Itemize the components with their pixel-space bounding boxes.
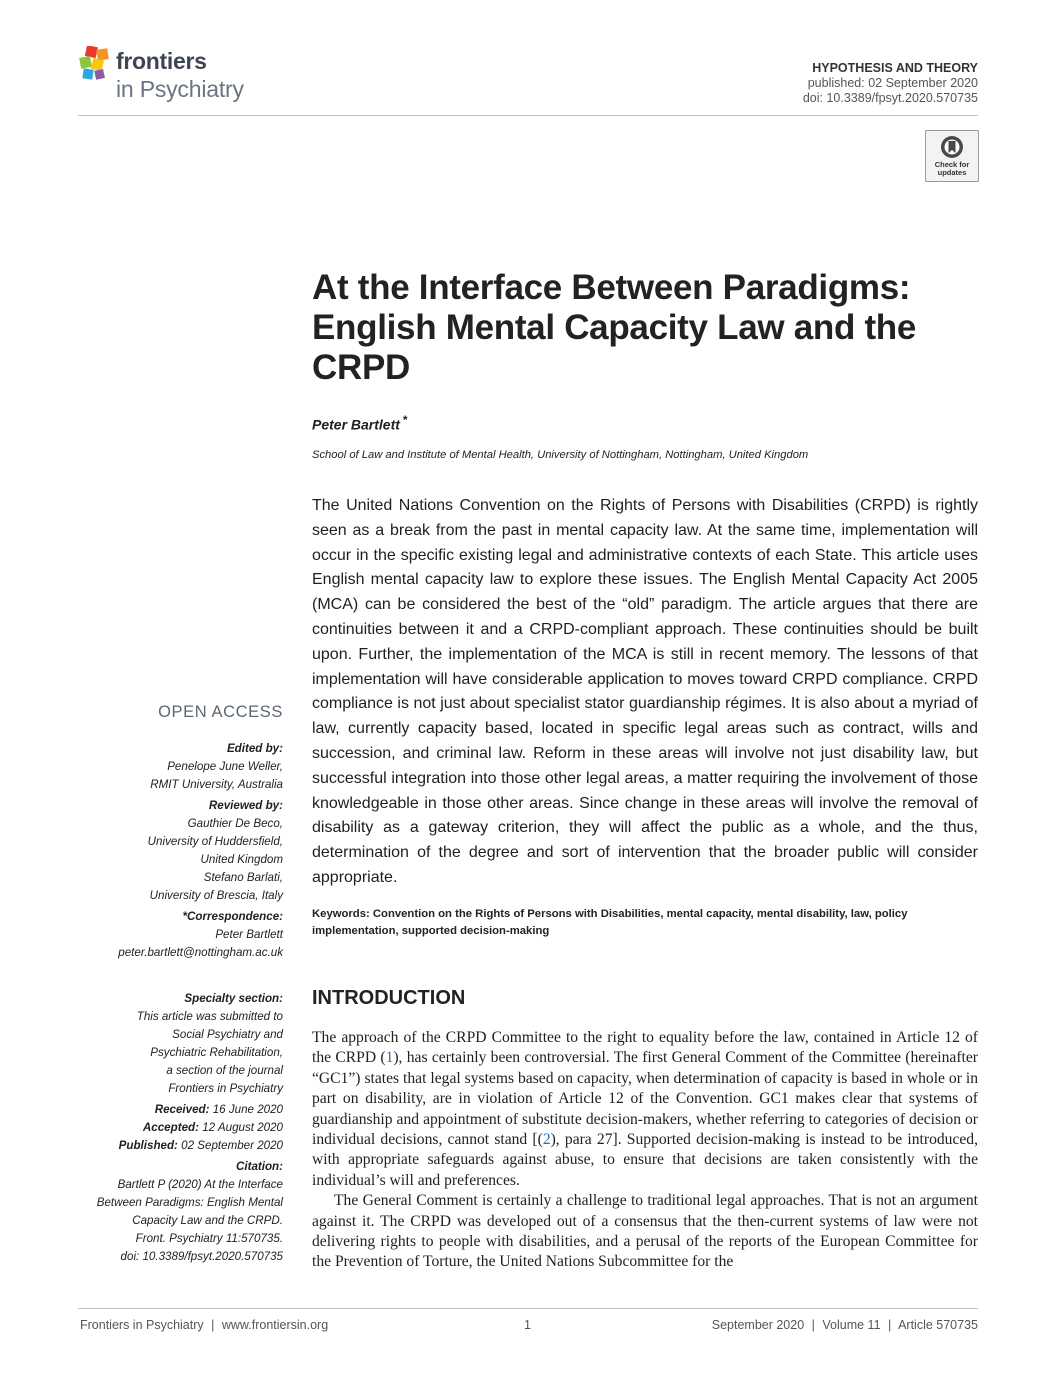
author-name[interactable]: Peter Bartlett [312, 416, 400, 433]
keywords: Keywords: Convention on the Rights of Persons with Disabilities, mental capacity, mental disability, law, policy implementation, supported decision-making [312, 908, 908, 937]
sidebar-editorial [80, 740, 283, 962]
paragraph: The General Comment is certainly a challenge to traditional legal approaches. That is not an argument against it. The CRPD was developed out of a consensus that the then-current systems of law were not delivering rights to people with disabilities, and a perusal of the reports of the European Committee for the Prevention of Torture, the United Nations Subcommittee for the [312, 1192, 978, 1271]
abstract: The United Nations Convention on the Rights of Persons with Disabilities (CRPD) is rightly seen as a break from the past in mental capacity law. At the same time, implementation will occur in the specific existing legal and administrative contexts of each State. This article uses English mental capacity law to explore these issues. The English Mental Capacity Act 2005 (MCA) can be considered the best of the “old” paradigm. The article argues that there are continuities between it and a CRPD-compliant approach. These continuities should be built upon. Further, the implementation of the MCA is still in recent memory. The lessons of that implementation will have considerable application to moves toward CRPD compliance. CRPD compliance is not just about specialist stator guardianship régimes. It is also about a myriad of law, currently capacity based, located in specific legal areas such as contract, wills and succession, and criminal law. Reform in these areas will involve not just disability law, but successful integration into those other legal areas, a matter requiring the involvement of those knowledgeable in those other areas. Since change in these areas will involve the removal of disability as a gateway criterion, they will affect the public as a whole, and the thus, determination of the degree and sort of intervention that the broader public will consider appropriate. [312, 497, 978, 886]
reviewer-name[interactable]: Stefano Barlati, [203, 871, 283, 884]
check-for-updates-text [926, 161, 978, 177]
footer-separator: | [888, 1318, 892, 1332]
reviewer-name[interactable]: Gauthier De Beco, [187, 817, 283, 830]
citation-line: Front. Psychiatry 11:570735. [135, 1232, 283, 1245]
logo-text-frontiers: frontiers [116, 48, 207, 74]
citation-doi[interactable]: doi: 10.3389/fpsyt.2020.570735 [120, 1250, 283, 1263]
published-date-sidebar: 02 September 2020 [181, 1139, 283, 1152]
specialty-section-label: Specialty section: [184, 992, 283, 1005]
check-for-updates-badge[interactable] [925, 130, 979, 182]
editor-name[interactable]: Penelope June Weller, [167, 760, 283, 773]
footer-separator: | [211, 1318, 215, 1332]
footer-journal [80, 1318, 328, 1332]
reviewer-affiliation: University of Huddersfield, [147, 835, 283, 848]
footer-journal-name: Frontiers in Psychiatry [80, 1318, 204, 1332]
footer-volume: Volume 11 [822, 1318, 881, 1332]
edited-by-label: Edited by: [226, 742, 283, 755]
published-date: published: 02 September 2020 [807, 76, 978, 90]
sidebar-article-info [80, 990, 283, 1266]
logo-text-journal: in Psychiatry [116, 76, 244, 102]
citation-label: Citation: [235, 1160, 283, 1173]
article-doi[interactable]: doi: 10.3389/fpsyt.2020.570735 [802, 91, 978, 105]
correspondence-label: *Correspondence: [182, 910, 283, 923]
published-line [80, 1137, 283, 1155]
section-heading-introduction: INTRODUCTION [312, 987, 466, 1009]
footer-website-link[interactable]: www.frontiersin.org [221, 1318, 329, 1332]
header-divider [78, 115, 978, 116]
reviewer-affiliation: United Kingdom [200, 853, 283, 866]
received-line [80, 1101, 283, 1119]
footer-date: September 2020 [711, 1318, 805, 1332]
correspondence-email[interactable]: peter.bartlett@nottingham.ac.uk [118, 946, 283, 959]
reference-link[interactable]: 2 [542, 1131, 551, 1149]
accepted-label: Accepted: [142, 1121, 199, 1134]
article-type: HYPOTHESIS AND THEORY [812, 61, 978, 75]
open-access-label: OPEN ACCESS [158, 703, 283, 721]
accepted-line [80, 1119, 283, 1137]
check-updates-line1: Check for [934, 160, 970, 169]
specialty-line: a section of the journal [166, 1064, 283, 1077]
received-label: Received: [154, 1103, 210, 1116]
specialty-line: Frontiers in Psychiatry [168, 1082, 283, 1095]
journal-logo[interactable] [78, 44, 278, 114]
article-meta-header [803, 61, 978, 106]
citation-line: Between Paradigms: English Mental [96, 1196, 283, 1209]
text-run: ), has certainly been controversial. The first General Comment of the Committee (hereinafter “GC1”) states that legal systems based on capacity, when determination of capacity is based in whole or in part on disability, are in violation of Article 12 of the Convention. GC1 makes clear that systems of guardianship and appointment of substitute decision-makers, whether referring to categories of decision or individual decisions, cannot stand [( [312, 1049, 978, 1149]
correspondence-name: Peter Bartlett [215, 928, 283, 941]
reviewed-by-label: Reviewed by: [208, 799, 283, 812]
check-updates-line2: updates [937, 168, 967, 177]
specialty-line: Psychiatric Rehabilitation, [150, 1046, 283, 1059]
footer-issue-info [712, 1318, 978, 1332]
bookmark-update-icon [940, 135, 964, 159]
introduction-text [312, 1028, 978, 1273]
accepted-date: 12 August 2020 [202, 1121, 283, 1134]
text-run: ), para 27]. Supported decision-making is instead to be introduced, with appropriate safeguards against abuse, to ensure that decisions are taken consistently with the individual’s will and preferences. [312, 1131, 978, 1189]
footer-page-number: 1 [524, 1318, 531, 1332]
corresponding-author-mark: * [402, 413, 408, 427]
footer-divider [78, 1308, 978, 1309]
text-run: The approach of the CRPD Committee to the right to equality before the law, contained in Article 12 of the CRPD ( [312, 1029, 978, 1067]
published-label: Published: [118, 1139, 178, 1152]
citation-line: Capacity Law and the CRPD. [132, 1214, 283, 1227]
reviewer-affiliation: University of Brescia, Italy [149, 889, 283, 902]
author-affiliation: School of Law and Institute of Mental Health, University of Nottingham, Nottingham, United Kingdom [312, 449, 809, 461]
article-title: At the Interface Between Paradigms: English Mental Capacity Law and the CRPD [312, 268, 917, 387]
specialty-line: This article was submitted to [136, 1010, 283, 1023]
citation-line: Bartlett P (2020) At the Interface [117, 1178, 283, 1191]
paragraph [312, 1028, 978, 1191]
specialty-line: Social Psychiatry and [172, 1028, 283, 1041]
editor-affiliation: RMIT University, Australia [150, 778, 283, 791]
author-line [312, 413, 408, 433]
footer-separator: | [811, 1318, 815, 1332]
footer-article-number: Article 570735 [898, 1318, 978, 1332]
frontiers-logo-icon [78, 46, 114, 82]
reference-link[interactable]: 1 [385, 1049, 394, 1067]
received-date: 16 June 2020 [212, 1103, 283, 1116]
